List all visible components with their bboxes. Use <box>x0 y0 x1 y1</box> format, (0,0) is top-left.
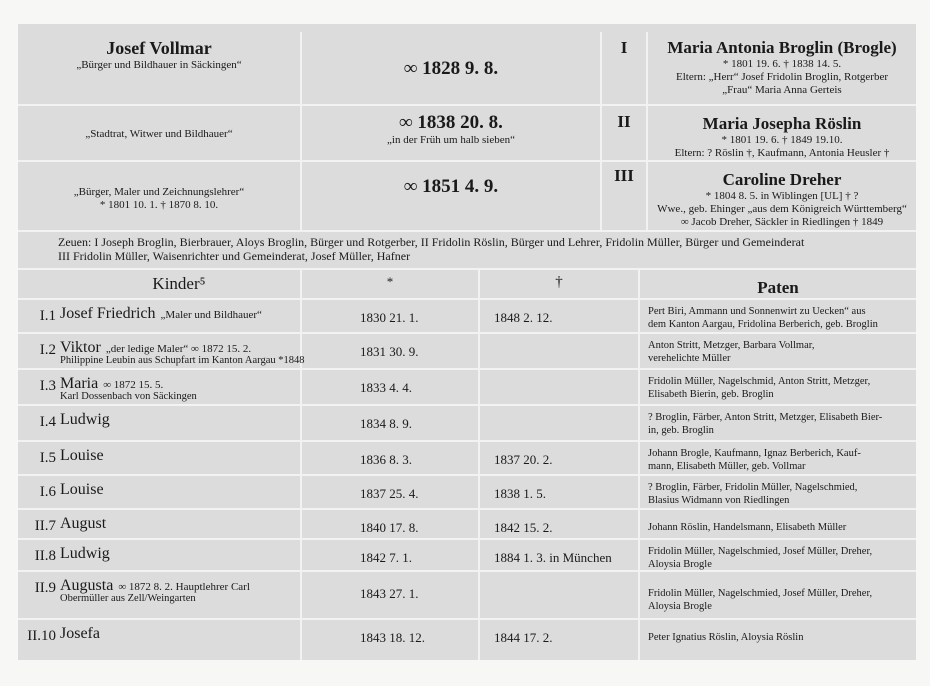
child-paten <box>648 376 914 401</box>
wife-name-1: Maria Antonia Broglin (Brogle) <box>667 38 897 57</box>
child-index: II.10 <box>27 628 56 644</box>
paten-line: mann, Elisabeth Müller, geb. Vollmar <box>648 460 806 472</box>
child-note-2: Philippine Leubin aus Schupfart im Kanton Aargau *1848 <box>60 355 305 366</box>
child-name: Maria <box>60 375 99 392</box>
child-paten <box>648 340 914 365</box>
child-paten <box>648 522 914 535</box>
child-born: 1831 30. 9. <box>360 344 419 359</box>
wife-name-3: Caroline Dreher <box>722 170 842 189</box>
child-died: 1848 2. 12. <box>494 310 553 325</box>
child-paten <box>648 632 914 645</box>
child-paten <box>648 412 914 437</box>
child-note: ∞ 1872 15. 5. <box>103 379 164 391</box>
paten-line: Blasius Widmann von Riedlingen <box>648 494 790 506</box>
wife-block-2: Maria Josepha Röslin * 1801 19. 6. † 1849 19.10. Eltern: ? Röslin †, Kaufmann, Antonia Heusler † <box>648 114 916 160</box>
wife-block-3: Caroline Dreher * 1804 8. 5. in Wiblingen [UL] † ? Wwe., geb. Ehinger „aus dem Königreich Württemberg“ ∞ Jacob Dreher, Säckler in Riedlingen † 1849 <box>648 170 916 229</box>
child-died: 1837 20. 2. <box>494 452 553 467</box>
paten-line: Peter Ignatius Röslin, Aloysia Röslin <box>648 632 804 643</box>
paten-line: Aloysia Brogle <box>648 558 712 570</box>
child-born: 1837 25. 4. <box>360 486 419 501</box>
table-row <box>18 510 916 540</box>
table-row <box>18 300 916 334</box>
child-paten <box>648 482 914 507</box>
husband-desc: „Bürger und Bildhauer in Säckingen“ <box>76 59 242 71</box>
col-born: * <box>386 274 394 289</box>
child-born: 1843 27. 1. <box>360 586 419 601</box>
marriage-roman-1: I <box>620 38 628 57</box>
child-name-cell <box>60 375 298 403</box>
child-name-cell <box>60 447 298 463</box>
child-index: I.1 <box>39 308 56 324</box>
child-name-cell <box>60 305 298 321</box>
child-index: I.6 <box>39 484 56 500</box>
husband-block <box>18 38 300 72</box>
paten-line: in, geb. Broglin <box>648 424 714 436</box>
child-died: 1884 1. 3. in München <box>494 550 612 565</box>
child-index: I.5 <box>39 450 56 466</box>
marriage-date-2: ∞ 1838 20. 8. „in der Früh um halb sieben“ <box>302 112 600 147</box>
paten-line: ? Broglin, Färber, Fridolin Müller, Nagelschmied, <box>648 482 858 493</box>
child-index: I.3 <box>39 378 56 394</box>
col-kinder: Kinder⁵ <box>152 274 206 293</box>
child-paten <box>648 546 914 571</box>
child-note: „Maler und Bildhauer“ <box>160 309 262 321</box>
paten-line: Pert Biri, Ammann und Sonnenwirt zu Uecken“ aus <box>648 306 866 317</box>
child-note: „der ledige Maler“ ∞ 1872 15. 2. <box>105 343 252 355</box>
wife-block-1: Maria Antonia Broglin (Brogle) * 1801 19. 6. † 1838 14. 5. Eltern: „Herr“ Josef Fridolin Broglin, Rotgerber „Frau“ Maria Anna Gerteis <box>648 38 916 97</box>
child-paten <box>648 306 914 331</box>
table-row <box>18 572 916 620</box>
child-name: Viktor <box>60 339 101 356</box>
child-died: 1838 1. 5. <box>494 486 546 501</box>
child-name: Josef Friedrich <box>60 305 156 322</box>
child-name: Ludwig <box>60 411 110 428</box>
child-born: 1842 7. 1. <box>360 550 412 565</box>
child-paten <box>648 588 914 613</box>
paten-line: dem Kanton Aargau, Fridolina Berberich, geb. Broglin <box>648 318 878 330</box>
child-index: II.9 <box>34 580 56 596</box>
child-name: August <box>60 515 107 532</box>
table-row <box>18 442 916 476</box>
marriage-roman-2: II <box>617 112 631 131</box>
child-name-cell <box>60 411 298 427</box>
paten-line: Johann Röslin, Handelsmann, Elisabeth Müller <box>648 522 847 533</box>
col-died: † <box>555 274 563 290</box>
paten-line: Anton Stritt, Metzger, Barbara Vollmar, <box>648 340 815 351</box>
child-born: 1840 17. 8. <box>360 520 419 535</box>
child-name-cell <box>60 339 305 367</box>
child-born: 1843 18. 12. <box>360 630 425 645</box>
col-paten: Paten <box>757 278 799 297</box>
child-died: 1844 17. 2. <box>494 630 553 645</box>
marriage-date-3: ∞ 1851 4. 9. <box>403 176 499 197</box>
child-born: 1833 4. 4. <box>360 380 412 395</box>
child-name-cell <box>60 545 298 561</box>
paten-line: Fridolin Müller, Nagelschmied, Josef Müller, Dreher, <box>648 546 873 557</box>
table-row <box>18 334 916 370</box>
child-name: Louise <box>60 447 104 464</box>
paten-line: Johann Brogle, Kaufmann, Ignaz Berberich, Kauf- <box>648 448 861 459</box>
child-note-2: Karl Dossenbach von Säckingen <box>60 391 197 402</box>
paten-line: Fridolin Müller, Nagelschmid, Anton Stritt, Metzger, <box>648 376 871 387</box>
table-row <box>18 370 916 406</box>
child-born: 1830 21. 1. <box>360 310 419 325</box>
table-row <box>18 620 916 658</box>
child-index: II.8 <box>34 548 56 564</box>
genealogy-page <box>18 24 916 660</box>
table-row <box>18 540 916 572</box>
paten-line: verehelichte Müller <box>648 352 731 364</box>
child-index: I.2 <box>39 342 56 358</box>
child-name-cell <box>60 481 298 497</box>
child-name-cell <box>60 515 298 531</box>
child-index: II.7 <box>34 518 56 534</box>
child-paten <box>648 448 914 473</box>
child-died: 1842 15. 2. <box>494 520 553 535</box>
table-row <box>18 406 916 442</box>
child-born: 1834 8. 9. <box>360 416 412 431</box>
marriage-roman-3: III <box>614 166 634 185</box>
child-name: Louise <box>60 481 104 498</box>
table-row <box>18 476 916 510</box>
child-index: I.4 <box>39 414 56 430</box>
child-name: Josefa <box>60 625 100 642</box>
paten-line: ? Broglin, Färber, Anton Stritt, Metzger, Elisabeth Bier- <box>648 412 883 423</box>
husband-note-3: „Bürger, Maler und Zeichnungslehrer“ * 1801 10. 1. † 1870 8. 10. <box>73 186 245 211</box>
marriage-date-note-2: „in der Früh um halb sieben“ <box>387 134 515 146</box>
child-name: Augusta <box>60 577 114 594</box>
child-note-2: Obermüller aus Zell/Weingarten <box>60 593 196 604</box>
paten-line: Aloysia Brogle <box>648 600 712 612</box>
marriage-date-1: ∞ 1828 9. 8. <box>403 58 499 79</box>
child-name-cell <box>60 625 298 641</box>
child-note: ∞ 1872 8. 2. Hauptlehrer Carl <box>118 581 250 593</box>
husband-note-2: „Stadtrat, Witwer und Bildhauer“ <box>85 128 233 140</box>
husband-name: Josef Vollmar <box>106 38 212 58</box>
wife-name-2: Maria Josepha Röslin <box>702 114 862 133</box>
child-name-cell <box>60 577 298 605</box>
child-born: 1836 8. 3. <box>360 452 412 467</box>
child-name: Ludwig <box>60 545 110 562</box>
paten-line: Elisabeth Bierin, geb. Broglin <box>648 388 774 400</box>
paten-line: Fridolin Müller, Nagelschmied, Josef Müller, Dreher, <box>648 588 873 599</box>
witnesses: Zeuen: I Joseph Broglin, Bierbrauer, Aloys Broglin, Bürger und Rotgerber, II Fridolin Röslin, Bürger und Lehrer, Fridolin Müller, Bürger und Gemeinderat III Fridolin Müller, Waisenrichter und Gemeinderat, Josef Müller, Hafner <box>58 235 805 263</box>
